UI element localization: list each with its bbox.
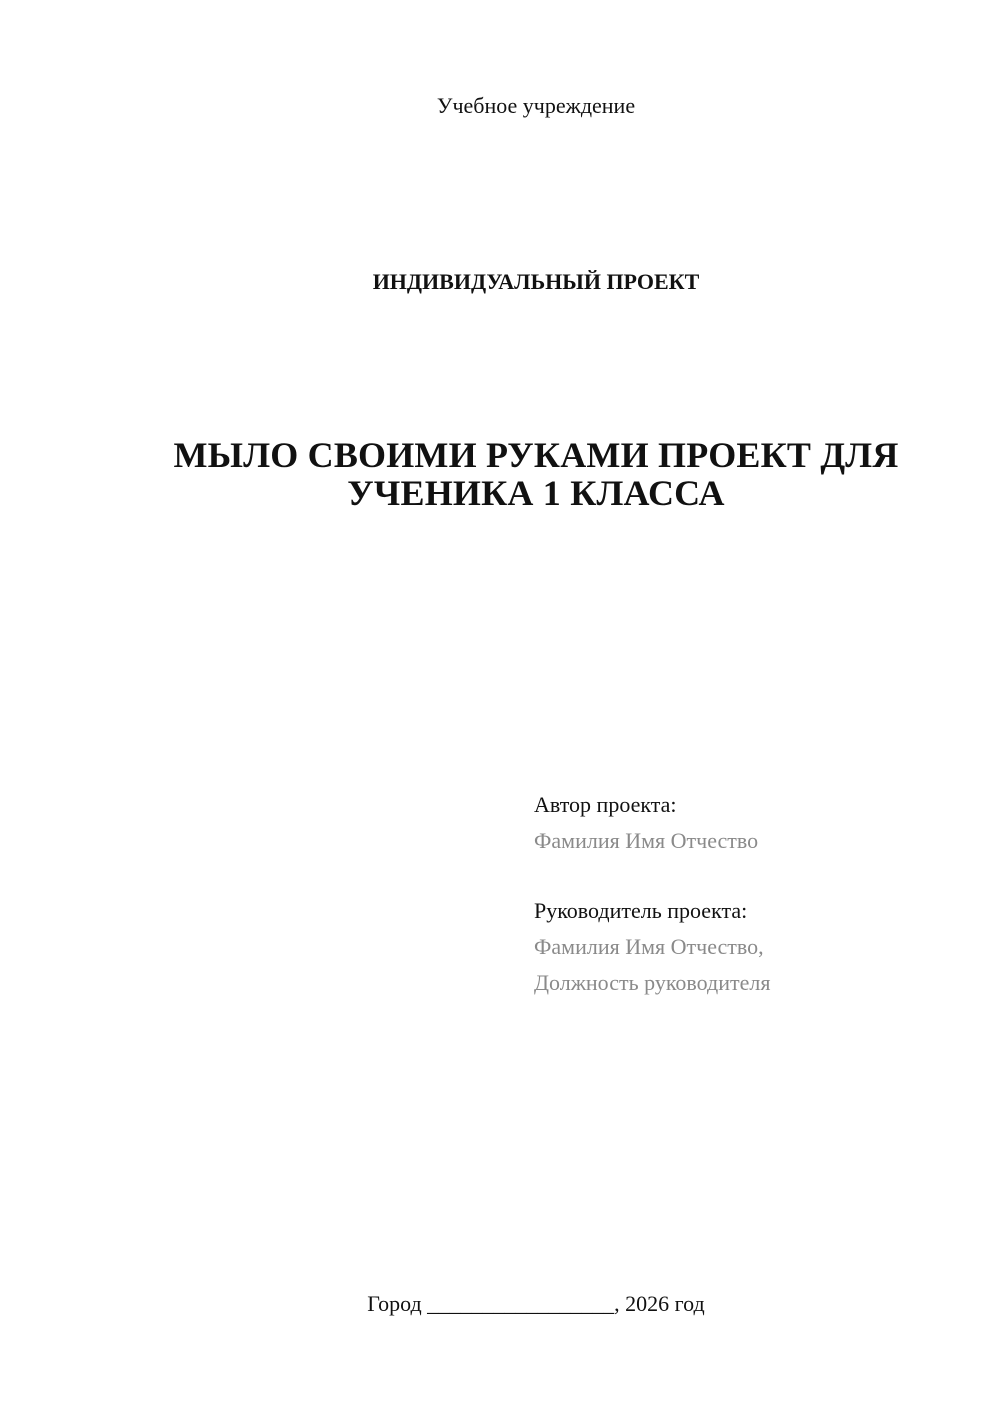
project-title — [130, 436, 942, 512]
project-title-line-1: МЫЛО СВОИМИ РУКАМИ ПРОЕКТ ДЛЯ — [173, 435, 899, 475]
city-year-line: Город _________________, 2026 год — [367, 1291, 705, 1316]
author-label: Автор проекта: — [534, 792, 677, 817]
project-title-line-2: УЧЕНИКА 1 КЛАССА — [347, 473, 725, 513]
credits-spacer — [534, 859, 974, 893]
supervisor-position-placeholder: Должность руководителя — [534, 970, 771, 995]
credits-block — [534, 787, 974, 1001]
author-name-placeholder: Фамилия Имя Отчество — [534, 828, 759, 853]
supervisor-name-placeholder: Фамилия Имя Отчество, — [534, 934, 764, 959]
supervisor-label: Руководитель проекта: — [534, 898, 748, 923]
document-type-heading: ИНДИВИДУАЛЬНЫЙ ПРОЕКТ — [372, 269, 700, 294]
institution-name: Учебное учреждение — [436, 93, 636, 118]
